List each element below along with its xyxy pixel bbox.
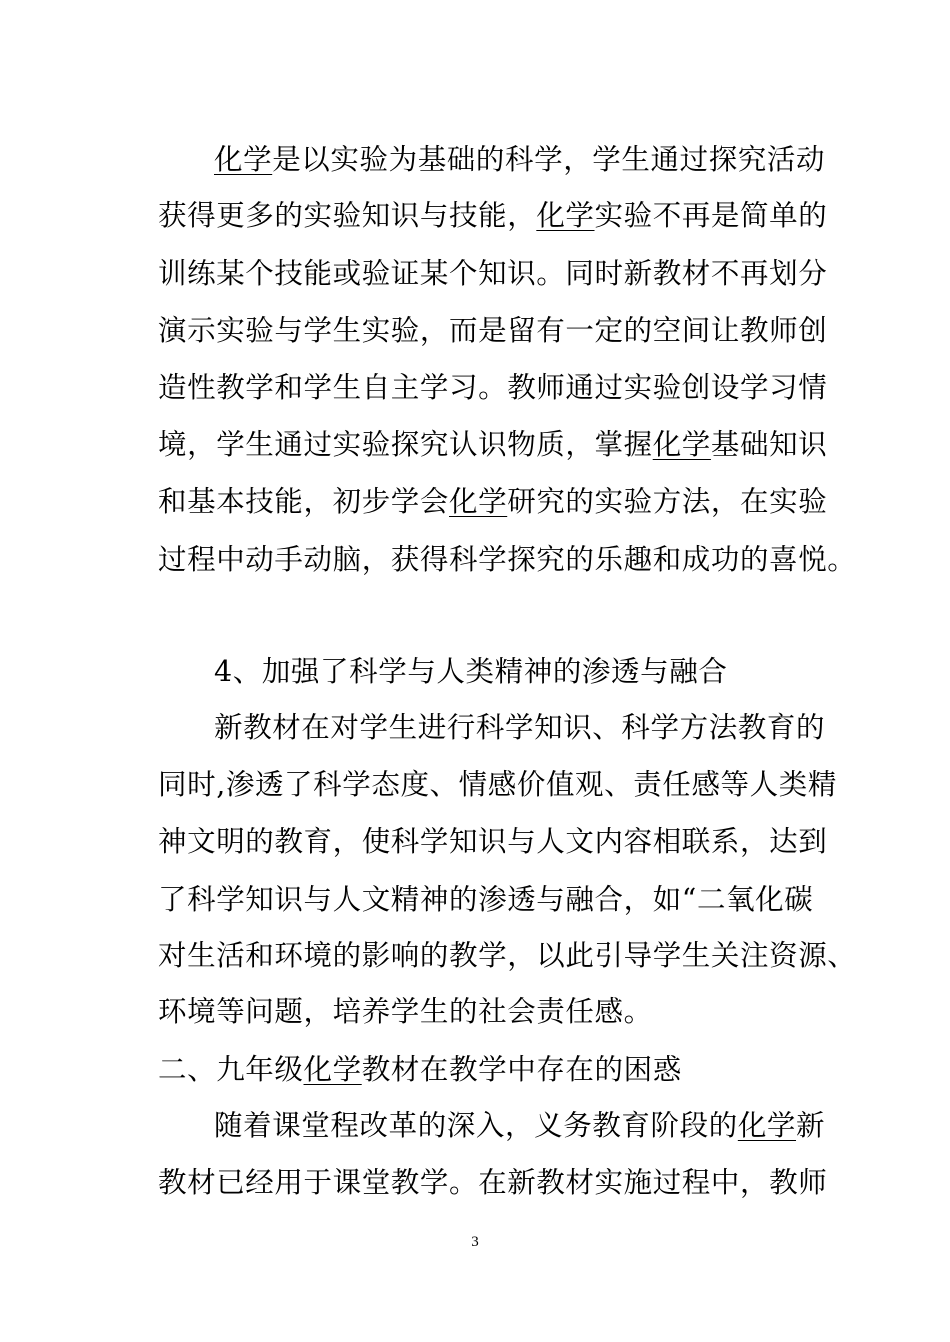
paragraph-line bbox=[158, 254, 827, 294]
underlined-term: 化学 bbox=[449, 485, 508, 518]
underlined-term: 化学 bbox=[737, 1109, 797, 1142]
text-segment: 境，学生通过实验探究认识物质，掌握 bbox=[158, 428, 653, 461]
paragraph-line bbox=[214, 140, 825, 180]
paragraph-line bbox=[214, 708, 825, 748]
paragraph-line bbox=[158, 880, 813, 920]
text-segment: 训练某个技能或验证某个知识。同时新教材不再划分 bbox=[158, 257, 828, 290]
paragraph-line bbox=[158, 1163, 827, 1203]
text-segment: 造性教学和学生自主学习。教师通过实验创设学习情 bbox=[158, 371, 828, 404]
text-segment: 是以实验为基础的科学，学生通过探究活动 bbox=[272, 143, 826, 176]
text-segment: 同时,渗透了科学态度、情感价值观、责任感等人类精 bbox=[158, 768, 837, 801]
page-number: 3 bbox=[471, 1234, 479, 1250]
paragraph-line bbox=[214, 1106, 825, 1146]
text-segment: 教材已经用于课堂教学。在新教材实施过程中，教师 bbox=[158, 1166, 828, 1199]
text-segment: 神文明的教育，使科学知识与人文内容相联系，达到 bbox=[158, 825, 828, 858]
paragraph-line bbox=[158, 425, 827, 465]
underlined-term: 化学 bbox=[536, 199, 595, 232]
text-segment: 实验不再是简单的 bbox=[594, 199, 828, 232]
text-segment: 新教材在对学生进行科学知识、科学方法教育的 bbox=[214, 711, 826, 744]
underlined-term: 化学 bbox=[214, 143, 273, 176]
text-segment: 和基本技能，初步学会 bbox=[158, 485, 450, 518]
text-segment: 过程中动手动脑，获得科学探究的乐趣和成功的喜悦。 bbox=[158, 543, 857, 576]
text-segment: 对生活和环境的影响的教学，以此引导学生关注资源、 bbox=[158, 939, 857, 972]
text-segment: 新 bbox=[796, 1109, 826, 1142]
text-segment: 演示实验与学生实验，而是留有一定的空间让教师创 bbox=[158, 314, 828, 347]
paragraph-line bbox=[158, 368, 827, 408]
paragraph-line bbox=[158, 196, 827, 236]
text-segment: 教材在教学中存在的困惑 bbox=[361, 1053, 682, 1086]
paragraph-line bbox=[158, 765, 837, 805]
text-segment: 研究的实验方法，在实验 bbox=[507, 485, 828, 518]
text-segment: 随着课堂程改革的深入，义务教育阶段的 bbox=[214, 1109, 738, 1142]
paragraph-line bbox=[158, 936, 856, 976]
section-heading bbox=[158, 1050, 682, 1090]
text-segment: 获得更多的实验知识与技能， bbox=[158, 199, 537, 232]
paragraph-line bbox=[158, 822, 827, 862]
paragraph-line bbox=[158, 482, 827, 522]
text-segment: 二、九年级 bbox=[158, 1053, 304, 1086]
paragraph-line bbox=[158, 992, 653, 1032]
underlined-term: 化学 bbox=[303, 1053, 362, 1086]
section-heading bbox=[214, 652, 727, 692]
paragraph-line bbox=[158, 311, 827, 351]
text-segment: 基础知识 bbox=[710, 428, 828, 461]
text-segment: 环境等问题，培养学生的社会责任感。 bbox=[158, 995, 653, 1028]
text-segment: 了科学知识与人文精神的渗透与融合，如“二氧化碳 bbox=[158, 883, 814, 916]
paragraph-line bbox=[158, 540, 856, 580]
underlined-term: 化学 bbox=[652, 428, 711, 461]
text-segment: 4、加强了科学与人类精神的渗透与融合 bbox=[214, 655, 728, 688]
